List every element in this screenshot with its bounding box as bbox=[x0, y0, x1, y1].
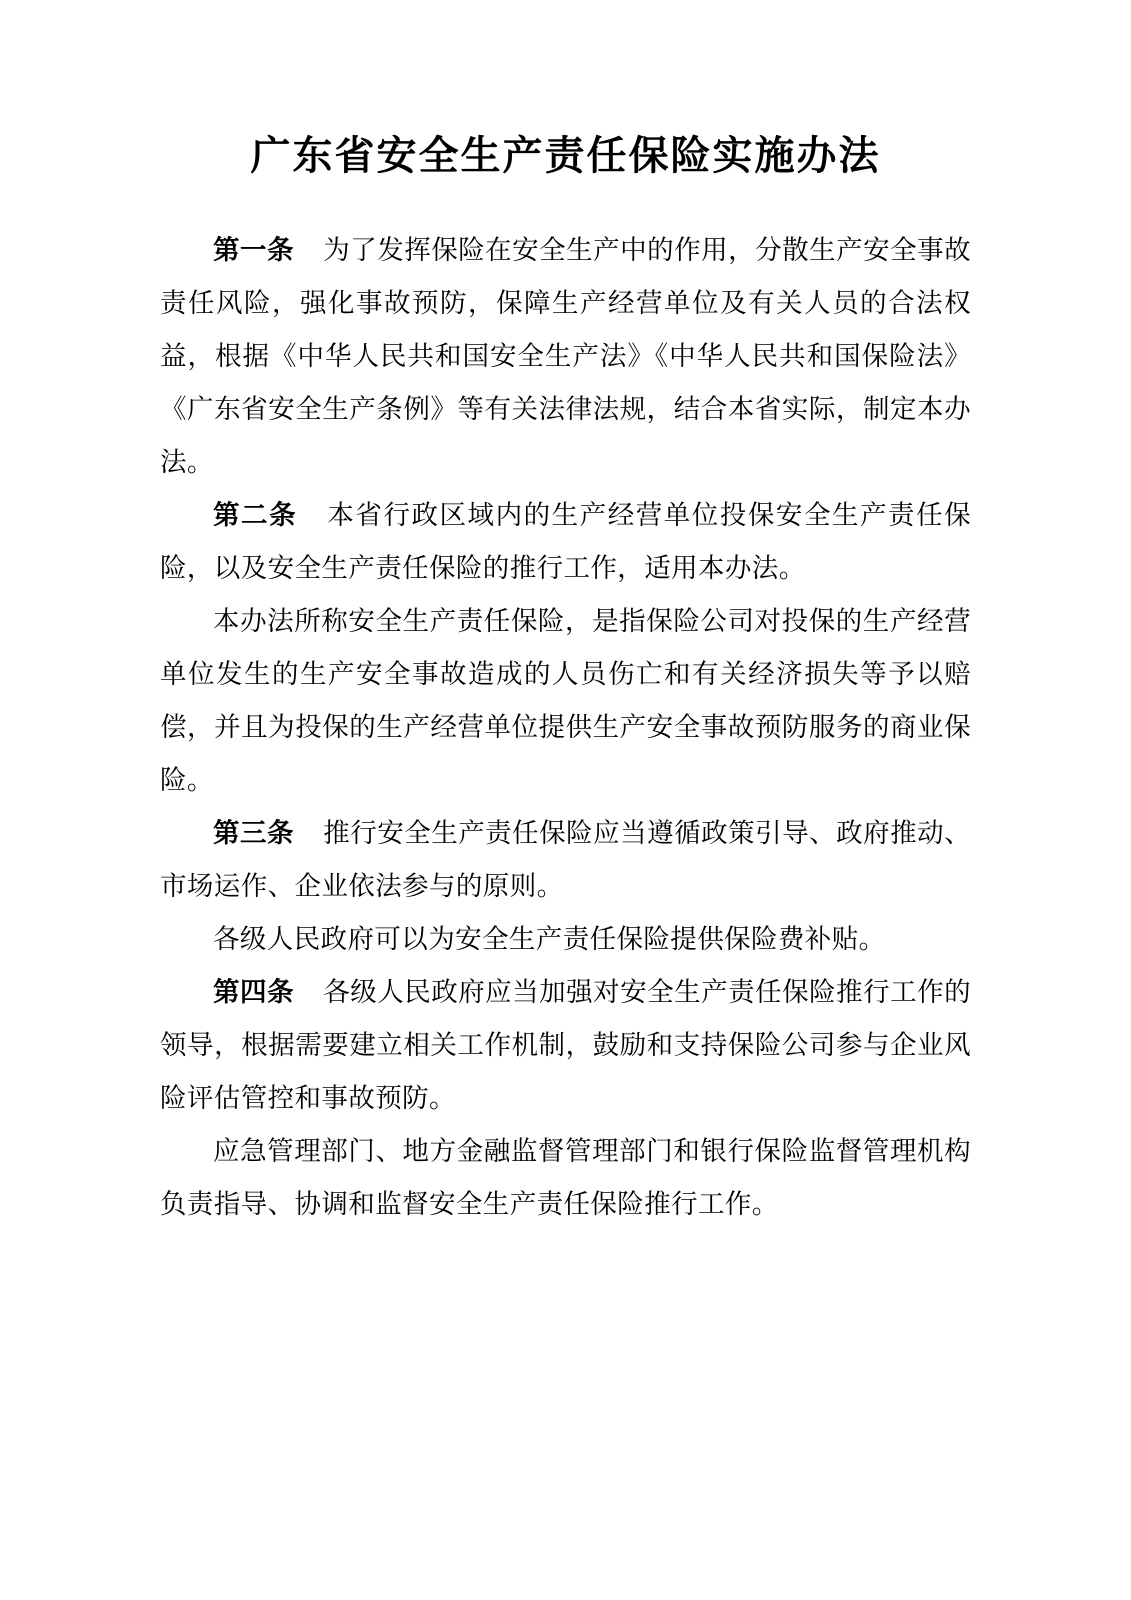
article-paragraph-1 bbox=[160, 224, 971, 489]
page-title: 广东省安全生产责任保险实施办法 bbox=[250, 132, 881, 179]
article-text-5: 各级人民政府可以为安全生产责任保险提供保险费补贴。 bbox=[213, 924, 886, 955]
article-paragraph-7 bbox=[160, 1125, 971, 1231]
article-label-4: 第四条 bbox=[213, 977, 294, 1008]
article-paragraph-5 bbox=[160, 913, 971, 966]
article-text-1: 为了发挥保险在安全生产中的作用，分散生产安全事故责任风险，强化事故预防，保障生产经营单位及有关人员的合法权益，根据《中华人民共和国安全生产法》《中华人民共和国保险法》《广东省安全生产条例》等有关法律法规，结合本省实际，制定本办法。 bbox=[160, 235, 971, 478]
article-text-6: 各级人民政府应当加强对安全生产责任保险推行工作的领导，根据需要建立相关工作机制，鼓励和支持保险公司参与企业风险评估管控和事故预防。 bbox=[160, 977, 971, 1114]
article-label-2: 第二条 bbox=[213, 500, 298, 531]
article-paragraph-3 bbox=[160, 595, 971, 807]
article-label-3: 第三条 bbox=[213, 818, 294, 849]
article-text-2: 本省行政区域内的生产经营单位投保安全生产责任保险，以及安全生产责任保险的推行工作，适用本办法。 bbox=[160, 500, 972, 584]
article-label-1: 第一条 bbox=[213, 235, 294, 266]
document-body bbox=[160, 224, 971, 1231]
article-text-4: 推行安全生产责任保险应当遵循政策引导、政府推动、市场运作、企业依法参与的原则。 bbox=[160, 818, 971, 902]
article-text-7: 应急管理部门、地方金融监督管理部门和银行保险监督管理机构负责指导、协调和监督安全生产责任保险推行工作。 bbox=[160, 1136, 971, 1220]
article-paragraph-6 bbox=[160, 966, 971, 1125]
article-text-3: 本办法所称安全生产责任保险，是指保险公司对投保的生产经营单位发生的生产安全事故造成的人员伤亡和有关经济损失等予以赔偿，并且为投保的生产经营单位提供生产安全事故预防服务的商业保险。 bbox=[160, 606, 971, 796]
article-paragraph-2 bbox=[160, 489, 971, 595]
article-paragraph-4 bbox=[160, 807, 971, 913]
